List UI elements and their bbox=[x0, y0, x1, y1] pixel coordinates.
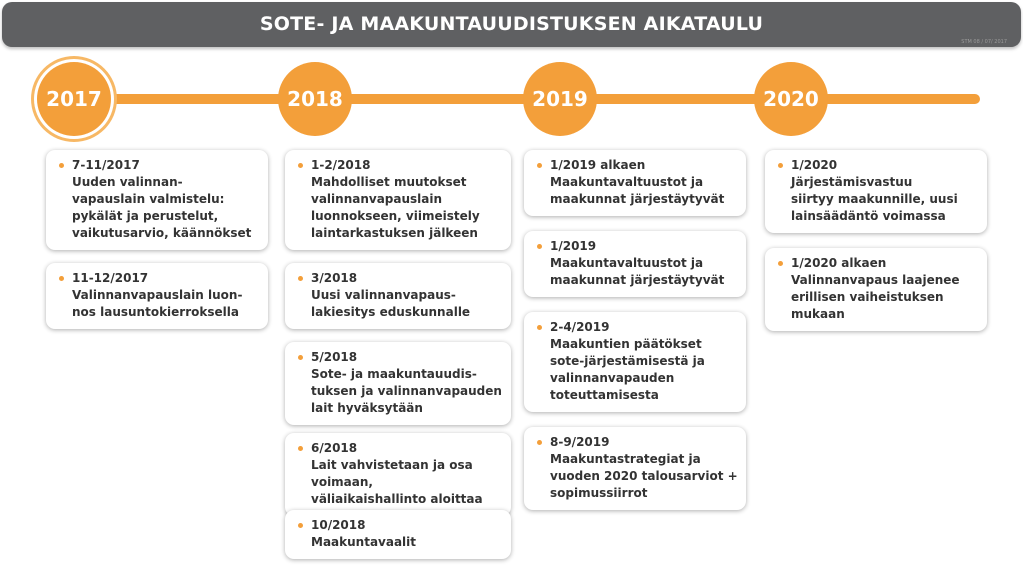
event-card bbox=[765, 248, 987, 331]
event-card bbox=[285, 510, 511, 559]
bullet-icon bbox=[59, 276, 64, 281]
title-bar bbox=[2, 2, 1021, 47]
event-text: Lait vahvistetaan ja osa voimaan, väliaikaishallinto aloittaa bbox=[311, 458, 483, 506]
bullet-icon bbox=[298, 446, 303, 451]
event-text: Järjestämisvastuu siirtyy maakunnille, uusi lainsäädäntö voimassa bbox=[791, 175, 958, 223]
event-card bbox=[285, 263, 511, 329]
event-text: Sote- ja maakuntauudis- tuksen ja valinnanvapauden lait hyväksytään bbox=[311, 367, 502, 415]
event-date: 6/2018 bbox=[311, 441, 358, 455]
event-text: Maakuntavaltuustot ja maakunnat järjestäytyvät bbox=[550, 256, 725, 287]
event-card bbox=[285, 433, 511, 516]
event-date: 11-12/2017 bbox=[72, 271, 149, 285]
bullet-icon bbox=[59, 163, 64, 168]
event-date: 10/2018 bbox=[311, 518, 366, 532]
bullet-icon bbox=[537, 325, 542, 330]
event-text: Valinnanvapauslain luon- nos lausuntokierroksella bbox=[72, 288, 243, 319]
event-date: 1/2020 bbox=[791, 158, 838, 172]
bullet-icon bbox=[778, 261, 783, 266]
event-text: Maakuntien päätökset sote-järjestämisestä ja valinnanvapauden toteuttamisesta bbox=[550, 337, 705, 402]
event-text: Mahdolliset muutokset valinnanvapauslain luonnokseen, viimeistely laintarkastuksen jälkeen bbox=[311, 175, 480, 240]
year-circle-2017: 2017 bbox=[37, 62, 111, 136]
year-circle-2018: 2018 bbox=[278, 62, 352, 136]
page-code: STM 08 / 07/ 2017 bbox=[961, 39, 1007, 45]
event-text: Maakuntavaltuustot ja maakunnat järjestäytyvät bbox=[550, 175, 725, 206]
page-title: SOTE- JA MAAKUNTAUUDISTUKSEN AIKATAULU bbox=[259, 13, 764, 35]
event-text: Valinnanvapaus laajenee erillisen vaiheistuksen mukaan bbox=[791, 273, 960, 321]
year-circle-2019: 2019 bbox=[523, 62, 597, 136]
event-card bbox=[765, 150, 987, 233]
event-date: 8-9/2019 bbox=[550, 435, 610, 449]
event-card bbox=[46, 263, 268, 329]
bullet-icon bbox=[298, 163, 303, 168]
bullet-icon bbox=[298, 355, 303, 360]
event-card bbox=[46, 150, 268, 250]
event-date: 1/2019 alkaen bbox=[550, 158, 646, 172]
bullet-icon bbox=[298, 276, 303, 281]
event-date: 2-4/2019 bbox=[550, 320, 610, 334]
event-date: 1/2019 bbox=[550, 239, 597, 253]
event-card bbox=[524, 231, 746, 297]
bullet-icon bbox=[537, 244, 542, 249]
event-card bbox=[285, 150, 511, 250]
event-date: 1/2020 alkaen bbox=[791, 256, 887, 270]
event-text: Maakuntavaalit bbox=[311, 535, 417, 549]
bullet-icon bbox=[298, 523, 303, 528]
event-card bbox=[285, 342, 511, 425]
event-date: 7-11/2017 bbox=[72, 158, 140, 172]
bullet-icon bbox=[778, 163, 783, 168]
bullet-icon bbox=[537, 163, 542, 168]
event-card bbox=[524, 312, 746, 412]
event-date: 3/2018 bbox=[311, 271, 358, 285]
event-date: 5/2018 bbox=[311, 350, 358, 364]
event-text: Uuden valinnan- vapauslain valmistelu: pykälät ja perustelut, vaikutusarvio, käännökset bbox=[72, 175, 252, 240]
event-date: 1-2/2018 bbox=[311, 158, 371, 172]
event-text: Uusi valinnanvapaus- lakiesitys eduskunnalle bbox=[311, 288, 471, 319]
bullet-icon bbox=[537, 440, 542, 445]
year-circle-2020: 2020 bbox=[754, 62, 828, 136]
event-text: Maakuntastrategiat ja vuoden 2020 talousarviot + sopimussiirrot bbox=[550, 452, 738, 500]
event-card bbox=[524, 427, 746, 510]
event-card bbox=[524, 150, 746, 216]
